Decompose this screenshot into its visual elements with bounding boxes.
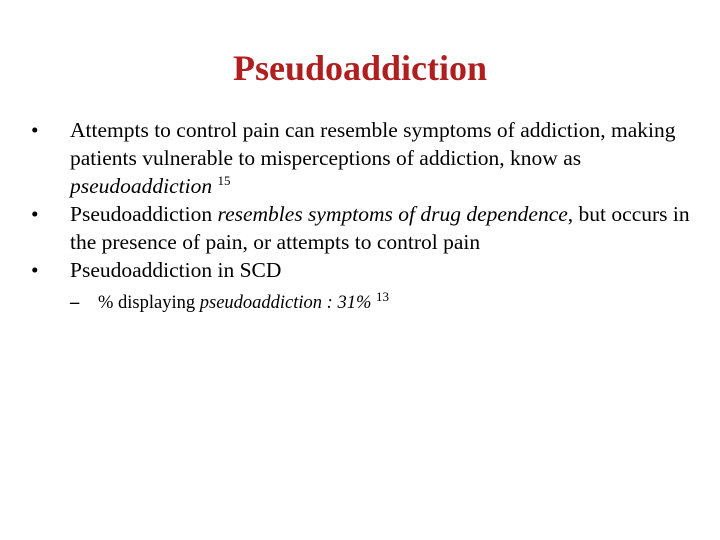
- sub-bullet: [28, 290, 698, 316]
- bullet-1-italic: pseudoaddiction: [70, 174, 213, 198]
- sub-bullet-text: % displaying: [98, 293, 200, 313]
- bullet-1-text: Attempts to control pain can resemble symptoms of addiction, making patients vulnerable to misperceptions of addiction, know as: [70, 118, 676, 170]
- bullet-dot: •: [31, 202, 39, 226]
- bullet-3: [28, 256, 698, 284]
- bullet-2-italic: resembles symptoms of drug dependence: [217, 202, 568, 226]
- bullet-2: [28, 200, 698, 256]
- bullet-1-ref: 15: [217, 172, 231, 188]
- slide-body: [28, 116, 698, 316]
- slide-title: Pseudoaddiction: [232, 48, 488, 88]
- bullet-3-text: Pseudoaddiction in SCD: [70, 258, 282, 282]
- sub-bullet-ref: 13: [376, 288, 389, 304]
- bullet-2-lead: Pseudoaddiction: [70, 202, 218, 226]
- bullet-dot: •: [31, 258, 39, 282]
- bullet-dot: •: [31, 118, 39, 142]
- sub-bullet-dash: –: [70, 293, 80, 313]
- bullet-1: [28, 116, 698, 200]
- bullet-2-tail: , but occurs in the presence of pain, or attempts to control pain: [70, 202, 690, 254]
- sub-bullet-italic: pseudoaddiction : 31%: [199, 293, 372, 313]
